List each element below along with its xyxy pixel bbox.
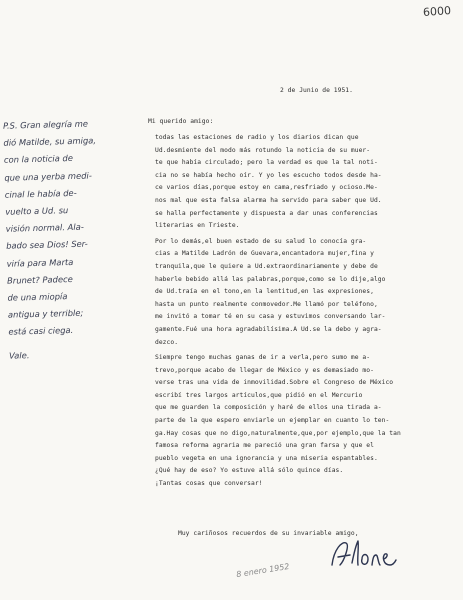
body-line: Por lo demás,el buen estado de su salud lo conocía gra- [155,237,367,245]
body-line: se halla perfectamente y dispuesta a dar unas conferencias [155,209,378,217]
body-line: famosa reforma agraria me pareció una gran farsa y que el [155,442,374,450]
body-line: pueblo vegeta en una ignorancia y una miseria espantables. [155,454,378,462]
body-line: ¡Tantas cosas que conversar! [155,480,263,488]
letter-date: 2 de Junio de 1951. [280,87,353,94]
body-line: que me guarden la composición y haré de ellos una tirada a- [155,404,382,412]
body-line: nos mal que esta falsa alarma ha servido para saber que Ud. [155,196,382,204]
postscript-line: antigua y terrible; [7,307,84,320]
body-line: escribí tres largos artículos,que pidió en el Mercurio [155,391,363,399]
postscript-line: Vale. [8,349,30,361]
postscript-line: bado sea Dios! Ser- [6,238,88,252]
body-line: te que había circulado; pero la verdad es que la tal noti- [155,159,378,167]
postscript-line: que una yerba medi- [4,170,92,183]
body-line: trevo,porque acabo de llegar de México y es demasiado mo- [155,366,374,374]
body-line: parte de la que espero enviarle un ejemplar en cuanto lo ten- [155,417,390,425]
body-line: todas las estaciones de radio y los diarios dican que [155,134,359,141]
body-line: hasta un punto realmente conmovedor.Me llamó por teléfono, [155,300,378,308]
postscript-line: con la noticia de [3,153,74,166]
body-line: literarias en Trieste. [155,222,240,230]
postscript-line: está casi ciega. [8,325,74,338]
body-line: me invitó a tomar té en su casa y estuvimos conversando lar- [155,313,386,321]
handwritten-signature [328,535,398,575]
letter-greeting: Mi querido amigo: [148,118,214,125]
postscript-line: de una miopía [7,291,68,303]
body-line: Ud.desmiente del modo más rotundo la noticia de su muer- [155,146,371,154]
body-line: Siempre tengo muchas ganas de ir a verla,pero sumo me a- [155,354,371,362]
body-line: cia no se había hecho oír. Y yo les escucho todos desde ha- [155,171,382,179]
archive-number: 6000 [422,4,452,19]
postscript-line: visión normal. Ala- [5,221,84,234]
postscript-line: viría para Marta [6,256,74,269]
postscript-line: Brunet? Padece [6,273,73,286]
archive-stamp: 8 enero 1952 [235,561,291,580]
body-line: dezco. [155,338,179,346]
letter-body [155,132,401,491]
body-line: ce varios días,porque estoy en cama,resfriado y ocioso.Me- [155,184,378,192]
body-line: de Ud.traía en el tono,en la lentitud,en las expresiones, [155,288,374,296]
body-line: ga.Hay cosas que no digo,naturalmente,que,por ejemplo,que la tan [155,429,401,437]
letter-closing: Muy cariñosos recuerdos de su invariable amigo, [178,530,359,537]
postscript-line: P.S. Gran alegría me [2,118,89,131]
body-line: haberle bebido allá las palabras,porque,como se lo dije,algo [155,275,386,283]
handwritten-postscript [3,114,139,364]
body-line: tranquila,que le quiere a Ud.extraordinariamente y debe de [155,262,378,270]
body-line: ¿Qué hay de eso? Yo estuve allá sólo quince días. [155,467,344,475]
postscript-line: cinal le había de- [4,187,77,200]
body-line: verse tras una vida de inmovilidad.Sobre el Congreso de México [155,379,394,387]
postscript-line: dió Matilde, su amiga, [3,135,97,148]
postscript-line: vuelto a Ud. su [5,205,69,217]
body-line: gamente.Fué una hora agradabilísima.A Ud.se la debo y agra- [155,325,382,333]
body-line: cias a Matilde Ladrón de Guevara,encantadora mujer,fina y [155,250,374,258]
